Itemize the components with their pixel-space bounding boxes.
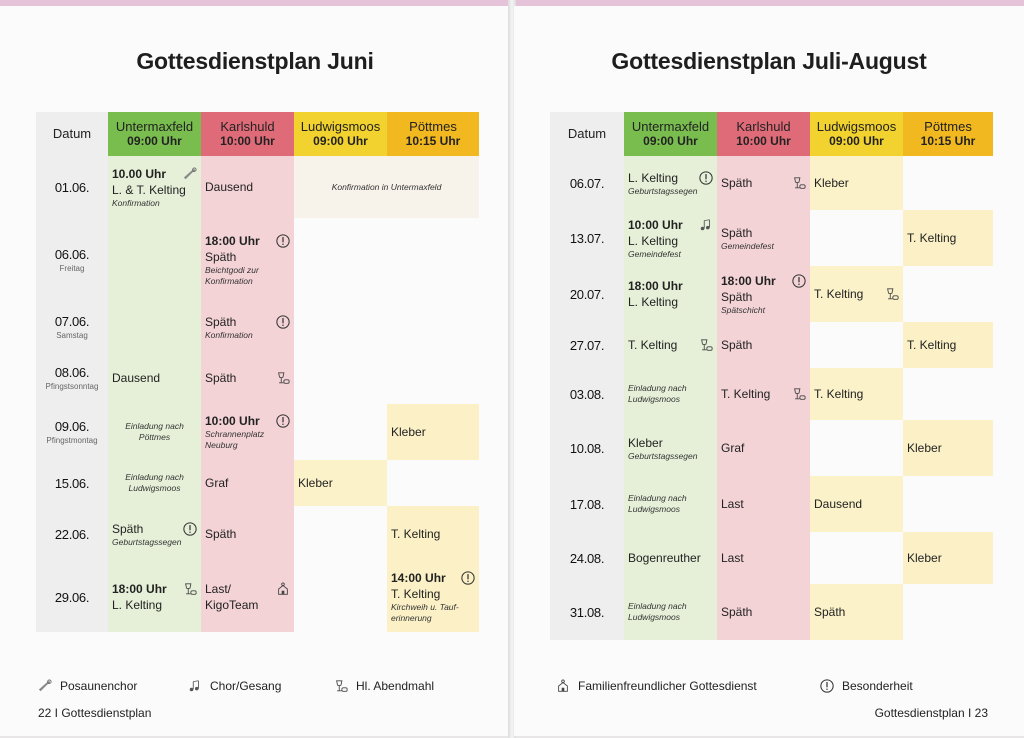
- date: 09.06.: [54, 419, 90, 434]
- date: 01.06.: [54, 179, 90, 195]
- cell-karlshuld: [717, 210, 810, 266]
- table-row: [36, 352, 479, 404]
- service-time: 10:00 Uhr: [205, 414, 260, 428]
- pastor-name: Späth: [205, 371, 237, 385]
- cell-karlshuld: [201, 562, 294, 632]
- cell-untermaxfeld: [624, 322, 717, 368]
- pastor-name: Last: [721, 551, 744, 565]
- cell-ludwigsmoos: [810, 210, 903, 266]
- cell-karlshuld: [717, 420, 810, 476]
- header-time: 09:00 Uhr: [313, 134, 368, 148]
- header-name: Ludwigsmoos: [300, 119, 381, 134]
- day-label: Pfingstsonntag: [45, 382, 99, 391]
- pastor-name: Dausend: [814, 497, 863, 511]
- pastor-name: Kleber: [907, 441, 942, 455]
- header-name: Untermaxfeld: [115, 119, 194, 134]
- table-row: [550, 266, 993, 322]
- cell-karlshuld: [201, 404, 294, 460]
- cell-poettmes: [903, 532, 993, 584]
- cell-untermaxfeld: [108, 218, 201, 302]
- cell-ludwigsmoos: [810, 322, 903, 368]
- posaunenchor-icon: [38, 678, 52, 694]
- legend-chor: [188, 678, 281, 694]
- cell-poettmes: [903, 584, 993, 640]
- besonderheit-icon: [820, 678, 834, 694]
- cell-poettmes: [387, 352, 479, 404]
- cell-poettmes: [903, 210, 993, 266]
- header-time: 09:00 Uhr: [127, 134, 182, 148]
- pastor-name: Kleber: [814, 176, 849, 190]
- legend-label: Familienfreundlicher Gottesdienst: [578, 679, 757, 693]
- pastor-name: Last: [721, 497, 744, 511]
- legend-posaunenchor: [38, 678, 137, 694]
- date-cell: [550, 210, 624, 266]
- legend-abendmahl: [334, 678, 434, 694]
- cell-untermaxfeld: [624, 210, 717, 266]
- date: 07.06.: [54, 314, 90, 329]
- pastor-name: T. Kelting: [628, 338, 678, 352]
- service-time: 14:00 Uhr: [391, 571, 446, 585]
- pastor-name: L. & T. Kelting: [112, 182, 186, 197]
- cell-ludwigsmoos: [294, 352, 387, 404]
- service-note: Einladung nach Ludwigsmoos: [628, 601, 687, 622]
- cell-untermaxfeld: [108, 156, 201, 218]
- pastor-name: Kleber: [298, 476, 333, 490]
- cell-ludwigsmoos: [294, 404, 387, 460]
- service-note: Geburtstagssegen: [112, 536, 182, 547]
- pastor-name: Last/: [205, 582, 232, 596]
- legend-besonderheit: [820, 678, 913, 694]
- service-note: Geburtstagssegen: [628, 185, 698, 196]
- table-row: [550, 156, 993, 210]
- pastor-name: Späth: [721, 338, 753, 352]
- service-note: Beichtgodi zur Konfirmation: [205, 265, 259, 286]
- cell-poettmes: [903, 322, 993, 368]
- cell-ludwigsmoos: [810, 266, 903, 322]
- pastor-name: T. Kelting: [721, 387, 771, 401]
- date-cell: [36, 218, 108, 302]
- date: 13.07.: [569, 230, 605, 246]
- header-date: Datum: [550, 112, 624, 156]
- cell-karlshuld: [201, 460, 294, 506]
- date-cell: [550, 420, 624, 476]
- date: 27.07.: [569, 337, 605, 353]
- date-cell: [36, 562, 108, 632]
- pastor-name: Späth: [721, 605, 753, 619]
- header-name: Karlshuld: [736, 119, 791, 134]
- pastor-name: Kleber: [907, 551, 942, 565]
- pastor-name: T. Kelting: [814, 387, 864, 401]
- header-name: Ludwigsmoos: [816, 119, 897, 134]
- cell-ludwigsmoos: [810, 156, 903, 210]
- cell-karlshuld: [717, 156, 810, 210]
- cell-karlshuld: [717, 322, 810, 368]
- table-row: [36, 460, 479, 506]
- cell-untermaxfeld: [624, 532, 717, 584]
- cell-ludwigsmoos: [294, 218, 387, 302]
- date-cell: [36, 404, 108, 460]
- pastor-name: L. Kelting: [628, 295, 679, 309]
- cell-ludwigsmoos-poettmes: [294, 156, 479, 218]
- table-row: [550, 532, 993, 584]
- page-footer-right: Gottesdienstplan I 23: [874, 706, 988, 720]
- date: 03.08.: [569, 386, 605, 402]
- cell-ludwigsmoos: [294, 302, 387, 352]
- table-row: [550, 584, 993, 640]
- page-title-july-august: Gottesdienstplan Juli-August: [611, 48, 927, 74]
- header-time: 09:00 Uhr: [829, 134, 884, 148]
- header-karlshuld: [201, 112, 294, 156]
- cell-karlshuld: [717, 532, 810, 584]
- table-row: [550, 368, 993, 420]
- header-time: 10:00 Uhr: [736, 134, 791, 148]
- service-note: Geburtstagssegen: [628, 450, 698, 461]
- date-cell: [36, 506, 108, 562]
- cell-poettmes: [387, 506, 479, 562]
- cell-poettmes: [903, 368, 993, 420]
- abendmahl-icon: [699, 338, 713, 352]
- cell-poettmes: [387, 218, 479, 302]
- cell-karlshuld: [201, 156, 294, 218]
- table-row: [550, 476, 993, 532]
- cell-ludwigsmoos: [294, 562, 387, 632]
- besonderheit-icon: [183, 522, 197, 536]
- cell-untermaxfeld: [624, 368, 717, 420]
- date: 31.08.: [569, 604, 605, 620]
- table-row: [550, 322, 993, 368]
- besonderheit-icon: [276, 315, 290, 329]
- familienfreundlich-icon: [556, 678, 570, 694]
- pastor-name: Dausend: [112, 371, 161, 385]
- date: 17.08.: [569, 496, 605, 512]
- service-time: 18:00 Uhr: [628, 279, 683, 293]
- familienfreundlich-icon: [276, 582, 290, 596]
- pastor-name: Graf: [721, 441, 745, 455]
- cell-ludwigsmoos: [810, 420, 903, 476]
- table-row: [36, 506, 479, 562]
- date: 06.07.: [569, 175, 605, 191]
- cell-ludwigsmoos: [810, 368, 903, 420]
- cell-untermaxfeld: [624, 420, 717, 476]
- service-note: Konfirmation: [112, 197, 160, 208]
- date-cell: [36, 352, 108, 404]
- date: 06.06.: [54, 247, 90, 262]
- service-note: Gemeindefest: [721, 240, 774, 251]
- cell-poettmes: [387, 460, 479, 506]
- pastor-name: Kleber: [391, 425, 426, 439]
- header-name: Pöttmes: [409, 119, 457, 134]
- table-row: [550, 210, 993, 266]
- service-note: Einladung nach Ludwigsmoos: [628, 493, 687, 514]
- header-row: [36, 112, 479, 156]
- cell-ludwigsmoos: [810, 476, 903, 532]
- header-time: 10:00 Uhr: [220, 134, 275, 148]
- cell-poettmes: [903, 420, 993, 476]
- page-footer-left: 22 I Gottesdienstplan: [38, 706, 152, 720]
- pastor-name: L. Kelting: [628, 170, 679, 185]
- cell-poettmes: [903, 156, 993, 210]
- table-row: [36, 302, 479, 352]
- date-cell: [36, 302, 108, 352]
- header-poettmes: [903, 112, 993, 156]
- cell-ludwigsmoos: [294, 460, 387, 506]
- legend-label: Chor/Gesang: [210, 679, 282, 693]
- date: 24.08.: [569, 550, 605, 566]
- service-note: Konfirmation: [205, 329, 253, 340]
- pastor-name: Späth: [205, 527, 237, 541]
- legend-familie: [556, 678, 757, 694]
- date-cell: [36, 156, 108, 218]
- header-date: Datum: [36, 112, 108, 156]
- besonderheit-icon: [792, 274, 806, 288]
- pastor-name: L. Kelting: [112, 598, 163, 612]
- header-name: Untermaxfeld: [631, 119, 710, 134]
- pastor-name: T. Kelting: [391, 527, 441, 541]
- pastor-name: T. Kelting: [391, 587, 441, 601]
- schedule-table-july-august: [550, 112, 993, 640]
- cell-karlshuld: [717, 266, 810, 322]
- date-cell: [550, 156, 624, 210]
- pastor-name: Späth: [721, 289, 753, 304]
- date-cell: [550, 368, 624, 420]
- date-cell: [36, 460, 108, 506]
- cell-karlshuld: [717, 476, 810, 532]
- abendmahl-icon: [334, 678, 348, 694]
- pastor-name: Späth: [205, 250, 237, 264]
- cell-untermaxfeld: [624, 266, 717, 322]
- table-row: [550, 420, 993, 476]
- pastor-name: T. Kelting: [907, 231, 957, 245]
- cell-untermaxfeld: [108, 352, 201, 404]
- header-name: Karlshuld: [220, 119, 275, 134]
- pastor-name: T. Kelting: [814, 287, 864, 301]
- span-note: Konfirmation in Untermaxfeld: [331, 181, 442, 192]
- header-poettmes: [387, 112, 479, 156]
- cell-untermaxfeld: [108, 460, 201, 506]
- cell-untermaxfeld: [108, 506, 201, 562]
- date: 08.06.: [54, 365, 90, 380]
- date: 29.06.: [54, 589, 90, 605]
- schedule-table-june: [36, 112, 479, 632]
- service-note: Schrannenplatz Neuburg: [205, 429, 265, 450]
- service-time: 18:00 Uhr: [721, 273, 776, 288]
- cell-poettmes: [387, 302, 479, 352]
- pastor-name: T. Kelting: [907, 338, 957, 352]
- cell-ludwigsmoos: [810, 532, 903, 584]
- date: 20.07.: [569, 286, 605, 302]
- legend-label: Posaunenchor: [60, 679, 138, 693]
- date-cell: [550, 584, 624, 640]
- abendmahl-icon: [885, 287, 899, 301]
- service-time: 10.00 Uhr: [112, 166, 167, 181]
- header-time: 09:00 Uhr: [643, 134, 698, 148]
- header-name: Pöttmes: [924, 119, 972, 134]
- pastor-name: Bogenreuther: [628, 551, 701, 565]
- cell-karlshuld: [717, 368, 810, 420]
- cell-poettmes: [387, 562, 479, 632]
- page-title-june: Gottesdienstplan Juni: [136, 48, 374, 74]
- table-row: [36, 156, 479, 218]
- legend-label: Hl. Abendmahl: [356, 679, 435, 693]
- right-page: [514, 6, 1024, 736]
- besonderheit-icon: [461, 571, 475, 585]
- cell-karlshuld: [201, 218, 294, 302]
- cell-karlshuld: [201, 302, 294, 352]
- abendmahl-icon: [792, 176, 806, 190]
- cell-untermaxfeld: [624, 156, 717, 210]
- cell-ludwigsmoos: [810, 584, 903, 640]
- header-time: 10:15 Uhr: [920, 134, 976, 148]
- pastor-name: Späth: [721, 176, 753, 190]
- pastor-name: Späth: [112, 521, 144, 536]
- table-row: [36, 404, 479, 460]
- cell-karlshuld: [201, 506, 294, 562]
- pastor-name: Kleber: [628, 435, 663, 450]
- pastor-name: Späth: [721, 225, 753, 240]
- chor-icon: [699, 218, 713, 232]
- service-time: 10:00 Uhr: [628, 217, 683, 232]
- service-note: Einladung nach Ludwigsmoos: [125, 472, 184, 493]
- posaunenchor-icon: [183, 167, 197, 181]
- cell-poettmes: [903, 476, 993, 532]
- header-ludwigsmoos: [294, 112, 387, 156]
- header-karlshuld: [717, 112, 810, 156]
- service-note: Einladung nach Ludwigsmoos: [628, 383, 687, 404]
- service-time: 18:00 Uhr: [112, 582, 167, 596]
- header-row: [550, 112, 993, 156]
- header-time: 10:15 Uhr: [405, 134, 461, 148]
- chor-icon: [188, 678, 202, 694]
- service-note: Spätschicht: [721, 304, 765, 315]
- date: 22.06.: [54, 526, 90, 542]
- abendmahl-icon: [183, 582, 197, 596]
- pastor-name: L. Kelting: [628, 233, 679, 248]
- date-cell: [550, 322, 624, 368]
- table-row: [36, 218, 479, 302]
- header-ludwigsmoos: [810, 112, 903, 156]
- service-time: 18:00 Uhr: [205, 234, 260, 248]
- cell-untermaxfeld: [108, 404, 201, 460]
- cell-karlshuld: [717, 584, 810, 640]
- besonderheit-icon: [699, 171, 713, 185]
- cell-karlshuld: [201, 352, 294, 404]
- besonderheit-icon: [276, 414, 290, 428]
- service-note: Gemeindefest: [628, 248, 681, 259]
- cell-untermaxfeld: [624, 584, 717, 640]
- date-cell: [550, 266, 624, 322]
- service-note: Kirchweih u. Tauf-erinnerung: [391, 602, 459, 623]
- left-page: [0, 6, 510, 736]
- besonderheit-icon: [276, 234, 290, 248]
- pastor-name-2: KigoTeam: [205, 598, 259, 612]
- header-untermaxfeld: [108, 112, 201, 156]
- day-label: Pfingstmontag: [46, 436, 98, 445]
- pastor-name: Graf: [205, 476, 229, 490]
- header-untermaxfeld: [624, 112, 717, 156]
- pastor-name: Späth: [205, 314, 237, 329]
- service-note: Einladung nach Pöttmes: [125, 421, 184, 442]
- cell-ludwigsmoos: [294, 506, 387, 562]
- legend-label: Besonderheit: [842, 679, 913, 693]
- date: 10.08.: [569, 440, 605, 456]
- table-row: [36, 562, 479, 632]
- date: 15.06.: [54, 475, 90, 491]
- pastor-name: Dausend: [205, 180, 254, 194]
- cell-untermaxfeld: [108, 562, 201, 632]
- date-cell: [550, 532, 624, 584]
- cell-untermaxfeld: [108, 302, 201, 352]
- pastor-name: Späth: [814, 605, 846, 619]
- cell-untermaxfeld: [624, 476, 717, 532]
- abendmahl-icon: [792, 387, 806, 401]
- date-cell: [550, 476, 624, 532]
- cell-poettmes: [387, 404, 479, 460]
- day-label: Samstag: [56, 331, 88, 340]
- cell-poettmes: [903, 266, 993, 322]
- abendmahl-icon: [276, 371, 290, 385]
- day-label: Freitag: [59, 264, 85, 273]
